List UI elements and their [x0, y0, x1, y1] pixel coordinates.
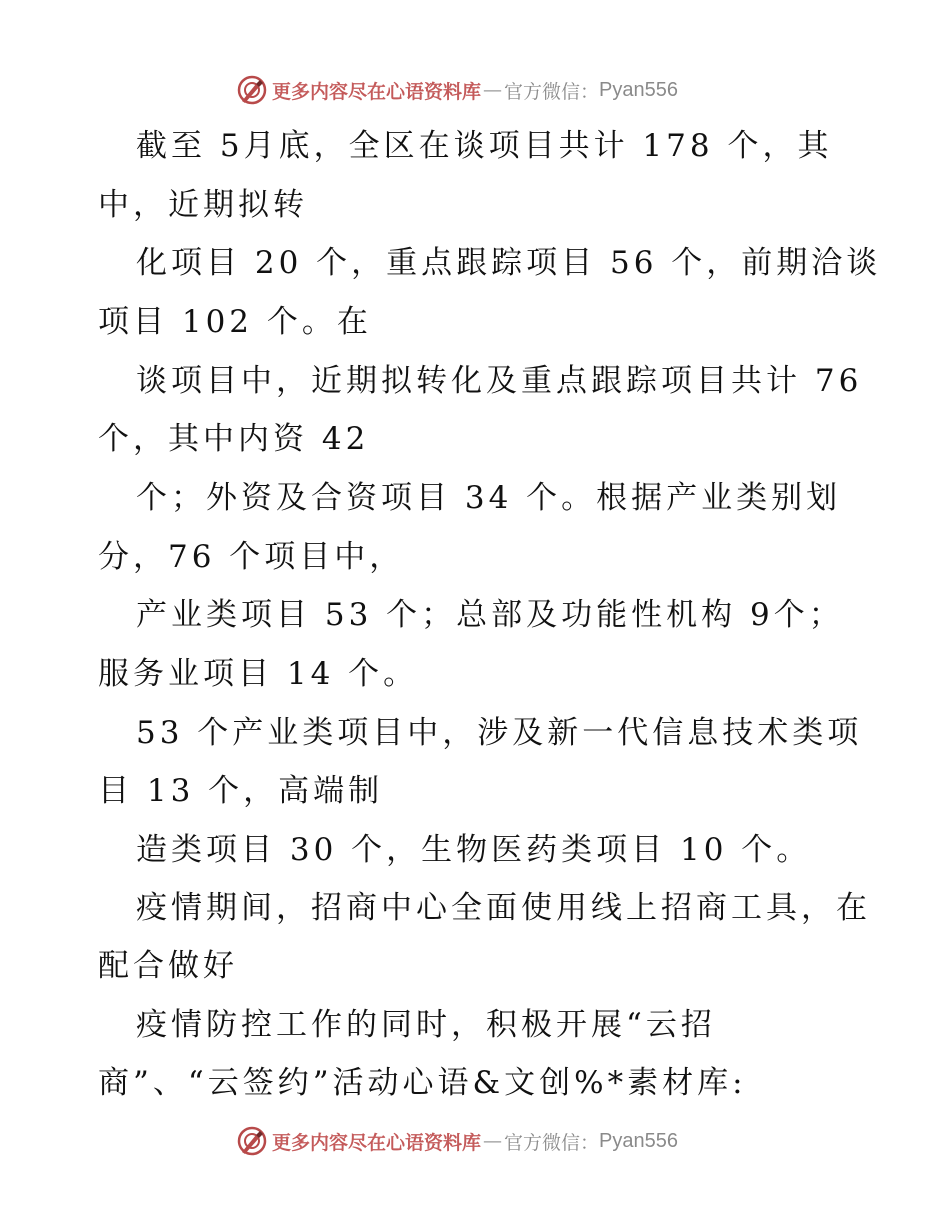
- footer-watermark: [236, 1124, 678, 1158]
- text-line: 造类项目 30 个，生物医药类项目 10 个。: [136, 832, 812, 868]
- watermark-text: 更多内容尽在心语资料库: [272, 80, 482, 103]
- text-line: 中，近期拟转: [98, 187, 308, 223]
- header-watermark: [236, 73, 678, 107]
- watermark-text: 更多内容尽在心语资料库: [272, 1131, 482, 1154]
- text-line: 个，其中内资 42: [98, 421, 370, 457]
- watermark-separator: —: [483, 1130, 503, 1152]
- watermark-wechat-id: Pyan556: [599, 78, 678, 101]
- text-line: 53 个产业类项目中，涉及新一代信息技术类项: [136, 715, 863, 751]
- text-line: 疫情防控工作的同时，积极开展“云招: [136, 1007, 716, 1043]
- text-line: 目 13 个，高端制: [98, 773, 384, 809]
- watermark-official-label: 官方微信：: [504, 1131, 600, 1154]
- pen-logo-icon: [236, 74, 268, 106]
- watermark-separator: —: [483, 79, 503, 101]
- text-line: 服务业项目 14 个。: [98, 656, 419, 692]
- text-line: 谈项目中，近期拟转化及重点跟踪项目共计 76: [136, 363, 863, 399]
- watermark-wechat-id: Pyan556: [599, 1129, 678, 1152]
- text-line: 配合做好: [98, 948, 238, 984]
- text-line: 化项目 20 个，重点跟踪项目 56 个，前期洽谈: [136, 245, 882, 281]
- pen-logo-icon: [236, 1125, 268, 1157]
- text-line: 疫情期间，招商中心全面使用线上招商工具，在: [136, 890, 871, 926]
- text-line: 个；外资及合资项目 34 个。根据产业类别划: [136, 480, 842, 516]
- watermark-official-label: 官方微信：: [504, 80, 600, 103]
- text-line: 商”、“云签约”活动心语&文创%*素材库:: [98, 1065, 747, 1101]
- text-line: 项目 102 个。在: [98, 304, 372, 340]
- text-line: 截至 5月底，全区在谈项目共计 178 个，其: [136, 128, 833, 164]
- text-line: 产业类项目 53 个；总部及功能性机构 9个；: [136, 597, 844, 633]
- text-line: 分，76 个项目中，: [98, 539, 405, 575]
